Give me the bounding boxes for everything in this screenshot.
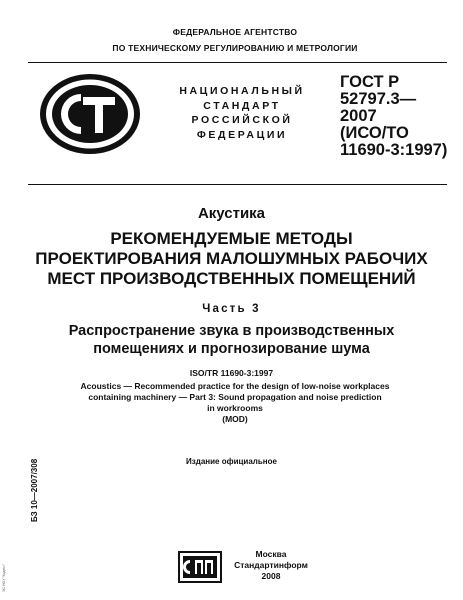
main-title-line2: ПРОЕКТИРОВАНИЯ МАЛОШУМНЫХ РАБОЧИХ [35,249,428,268]
agency-name-line2: ПО ТЕХНИЧЕСКОМУ РЕГУЛИРОВАНИЮ И МЕТРОЛОГИИ [112,43,358,53]
part-label: Часть 3 [202,303,261,315]
middle-divider [28,184,447,185]
english-title [40,381,430,425]
publisher-city: Москва [255,549,287,559]
catalog-code: БЗ 10—2007/308 [30,458,39,522]
iso-reference: ISO/TR 11690-3:1997 [189,368,274,378]
english-title-line2: containing machinery — Part 3: Sound propagation and noise prediction [88,392,382,402]
english-title-line3: in workrooms [207,403,263,413]
english-title-line1: Acoustics — Recommended practice for the design of low-noise workplaces [80,381,390,391]
standard-line2: СТАНДАРТ [203,99,281,112]
codex-stamp: ЭС НОУ "Кодекс" [2,563,6,592]
subtitle [20,322,443,358]
main-title-line3: МЕСТ ПРОИЗВОДСТВЕННЫХ ПОМЕЩЕНИЙ [47,269,416,288]
standard-line4: ФЕДЕРАЦИИ [196,128,288,141]
top-divider [28,62,447,63]
main-title-line1: РЕКОМЕНДУЕМЫЕ МЕТОДЫ [110,229,353,248]
standartinform-logo-icon [178,551,222,583]
edition-label: Издание официальное [186,457,277,466]
gost-line1: ГОСТ Р [340,73,400,91]
gost-line4: (ИСО/ТО [340,124,409,142]
gost-line5: 11690-3:1997) [340,141,448,159]
subtitle-line1: Распространение звука в производственных [68,323,395,339]
topic-title: Акустика [197,205,266,222]
main-title [20,229,443,289]
standard-line3: РОССИЙСКОЙ [191,114,293,126]
national-standard-label [167,84,317,142]
rst-logo-icon [38,72,142,156]
subtitle-line2: помещениях и прогнозирование шума [93,341,370,357]
publisher-info [226,549,316,582]
publisher-year: 2008 [261,571,281,581]
publisher-name: Стандартинформ [234,560,308,570]
gost-designation [340,74,455,159]
agency-name-line1: ФЕДЕРАЛЬНОЕ АГЕНТСТВО [172,27,298,37]
gost-line3: 2007 [340,107,377,125]
english-title-line4: (MOD) [222,414,248,424]
gost-line2: 52797.3— [340,90,417,108]
standard-line1: НАЦИОНАЛЬНЫЙ [179,85,305,97]
